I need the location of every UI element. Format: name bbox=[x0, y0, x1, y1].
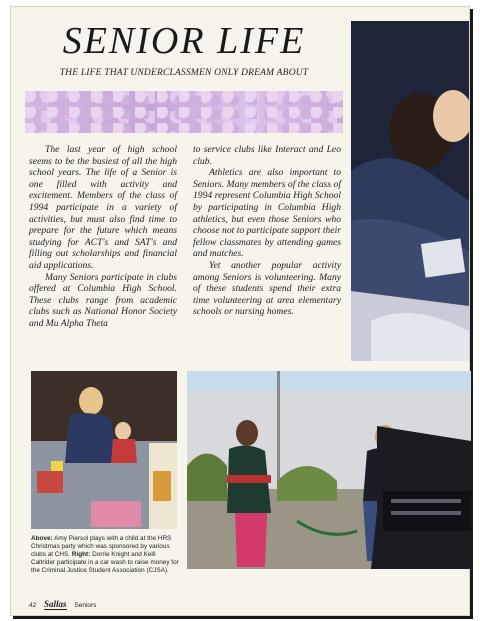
photo-christmas-party bbox=[31, 371, 177, 529]
body-column-right bbox=[193, 144, 341, 318]
yearbook-logo: Sallas bbox=[44, 599, 67, 609]
paragraph: Yet another popular activity among Seniors is volunteering. Many of these students spend their extra time volunteering at area elementary schools or nursing homes. bbox=[193, 259, 341, 318]
paragraph: to service clubs like Interact and Leo club. bbox=[193, 144, 341, 167]
paragraph: Athletics are also important to Seniors. Many members of the class of 1994 represent Columbia High School by participating in Columbia High athletics, but even those Seniors who choose not to participate support their fellow classmates by attending games and matches. bbox=[193, 167, 341, 260]
caption-text-right: Dorrie Knight and Kelli Caltrider participate in a car wash to raise money for the Criminal Justice Student Association (CJSA). bbox=[31, 551, 179, 574]
page-subtitle: THE LIFE THAT UNDERCLASSMEN ONLY DREAM ABOUT bbox=[59, 68, 309, 78]
photo-shapes bbox=[351, 21, 469, 361]
yearbook-page bbox=[10, 6, 470, 616]
photo-shapes bbox=[31, 371, 177, 529]
caption-text-above: Amy Piersol plays with a child at the HRS Christmas party which was sponsored by various clubs at CHS. bbox=[31, 535, 172, 558]
paragraph: The last year of high school seems to be the busiest of all the high school years. The life of a Senior is one filled with activity and excitement. Members of the class of 1994 participate in a variety of activities, but must also find time to prepare for the future which means studying for ACT's and SAT's and filling out scholarships and financial aid applications. bbox=[29, 144, 177, 271]
page-number: 42 bbox=[29, 602, 37, 609]
section-name: Seniors bbox=[74, 602, 97, 609]
page-title: SENIOR LIFE bbox=[62, 20, 306, 62]
photo-shapes bbox=[187, 371, 471, 569]
body-column-left bbox=[29, 144, 177, 330]
caption-label-above: Above: bbox=[31, 535, 53, 542]
photo-car-wash bbox=[187, 371, 471, 569]
paragraph: Many Seniors participate in clubs offered at Columbia High School. These clubs range from academic clubs such as National Honor Society and Mu Alpha Theta bbox=[29, 271, 177, 329]
photo-students-studying bbox=[351, 21, 469, 361]
decorative-banner bbox=[25, 91, 343, 133]
photo-caption bbox=[31, 535, 181, 575]
caption-label-right: Right: bbox=[71, 551, 91, 558]
page-footer bbox=[29, 599, 96, 609]
